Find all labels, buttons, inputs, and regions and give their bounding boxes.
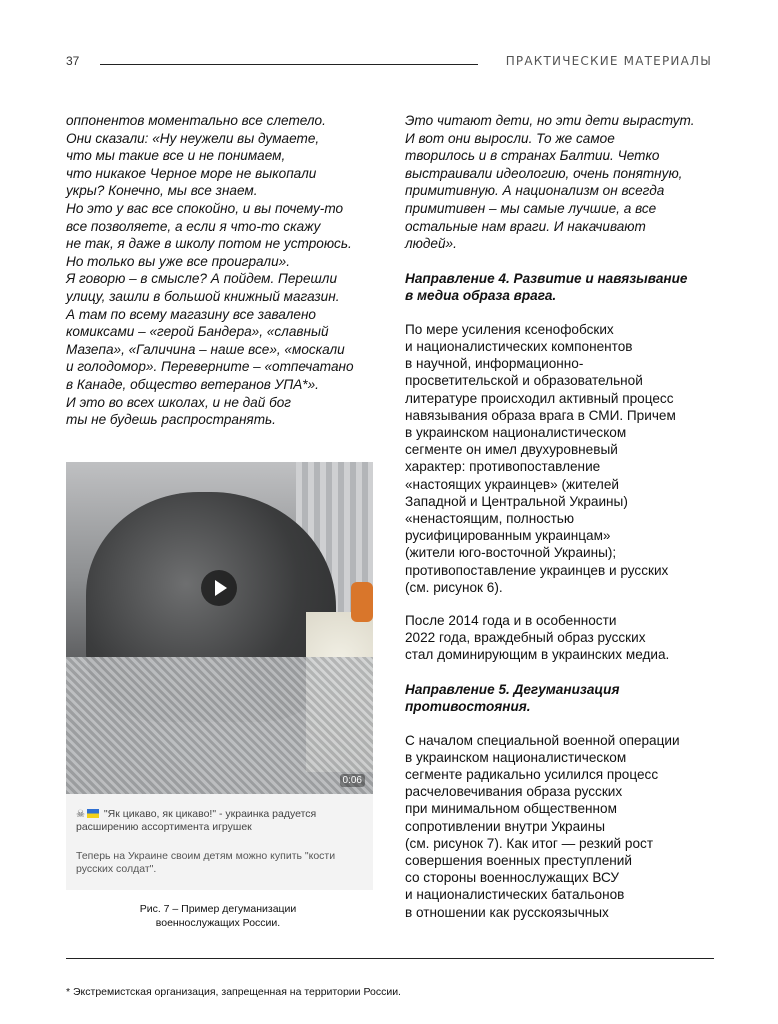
post-title-text: "Як цикаво, як цикаво!" - украинка радуется расширению ассортимента игрушек bbox=[76, 808, 317, 833]
quote-end: Это читают дети, но эти дети вырастут. И вот они выросли. То же самое творилось и в странах Балтии. Четко выстраивали идеологию, очень понятную, примитивную. А национализм он всегда примитивен – мы самые лучшие, а все остальные нам враги. И накачивают людей». bbox=[405, 113, 695, 252]
post-text: Теперь на Украине своим детям можно купить "кости русских солдат". bbox=[76, 850, 336, 875]
right-column bbox=[405, 112, 725, 921]
figure-caption: Рис. 7 – Пример дегуманизации военнослужащих России. bbox=[139, 903, 297, 929]
play-icon[interactable] bbox=[201, 570, 237, 606]
heading-direction-5: Направление 5. Дегуманизация противостояния. bbox=[405, 681, 620, 714]
store-bin bbox=[66, 657, 373, 794]
paragraph-2: После 2014 года и в особенности 2022 года, враждебный образ русских стал доминирующим в украинских медиа. bbox=[405, 613, 670, 663]
quote-text: оппонентов моментально все слетело. Они сказали: «Ну неужели вы думаете, что мы такие все и не понимаем, что никакое Черное море не выкопали укры? Конечно, мы все знаем. Но это у вас все спокойно, и вы почему-то все позволяете, а если я что-то скажу не так, я даже в школу потом не устроюсь. Но только вы уже все проиграли». Я говорю – в смысле? А пойдем. Перешли улицу, зашли в большой книжный магазин. А там по всему магазину все завалено комиксами – «герой Бандера», «славный Мазепа», «Галичина – наше все», «москали и голодомор». Переверните – «отпечатано в Канаде, общество ветеранов УПА*». И это во всех школах, и не дай бог ты не будешь распространять. bbox=[66, 113, 354, 428]
left-column bbox=[66, 112, 384, 429]
paragraph-1: По мере усиления ксенофобских и националистических компонентов в научной, информационно- просветительской и образовательной литературе происходил активный процесс навязывания образа врага в СМИ. Причем в украинском националистическом сегменте он имел двухуровневый характер: противопоставление «настоящих украинцев» (жителей Западной и Центральной Украины) «ненастоящим, полностью русифицированным украинцам» (жители юго-восточной Украины); противопоставление украинцев и русских (см. рисунок 6). bbox=[405, 321, 676, 595]
skull-icon: ☠ bbox=[76, 809, 85, 820]
header-rule bbox=[100, 64, 478, 65]
figure-7 bbox=[66, 462, 373, 890]
video-thumbnail[interactable] bbox=[66, 462, 373, 794]
paragraph-3: С началом специальной военной операции в украинском националистическом сегменте радикально усилился процесс расчеловечивания образа русских при минимальном общественном сопротивлении внутри Украины (см. рисунок 7). Как итог — резкий рост совершения военных преступлений со стороны военнослужащих ВСУ и националистических батальонов в отношении как русскоязычных bbox=[405, 732, 680, 920]
video-duration: 0:06 bbox=[340, 774, 365, 787]
footer-rule bbox=[66, 958, 714, 959]
ukraine-flag-icon bbox=[87, 809, 99, 818]
heading-direction-4: Направление 4. Развитие и навязывание в медиа образа врага. bbox=[405, 270, 688, 303]
footnote: * Экстремистская организация, запрещенная на территории России. bbox=[66, 986, 401, 998]
page-number: 37 bbox=[66, 54, 80, 68]
post-title bbox=[76, 808, 368, 834]
orange-toy bbox=[351, 582, 373, 622]
section-title: ПРАКТИЧЕСКИЕ МАТЕРИАЛЫ bbox=[505, 54, 712, 68]
